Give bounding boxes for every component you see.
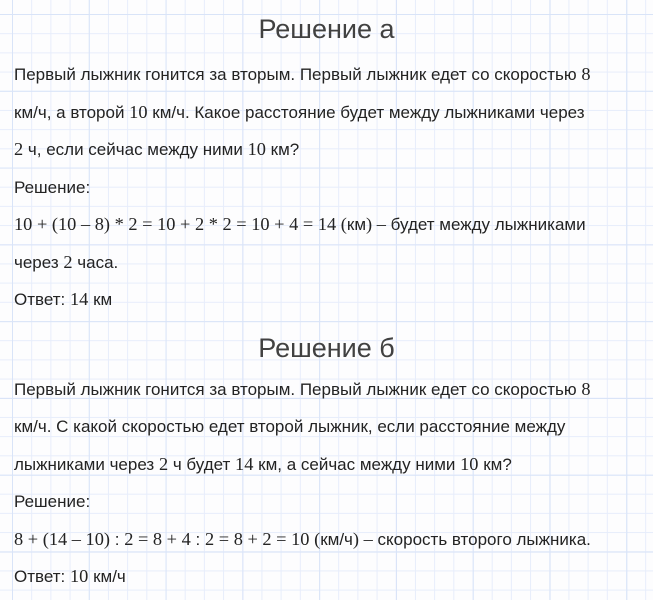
problem-line: км/ч. С какой скоростью едет второй лыжник, если расстояние между [14, 417, 566, 436]
solution-a-text [14, 56, 639, 319]
problem-line: Первый лыжник гонится за вторым. Первый лыжник едет со скоростью 8 [14, 378, 591, 399]
solution-b-section [0, 331, 653, 596]
solution-label: Решение: [14, 177, 91, 197]
solution-line: 8 + (14 – 10) : 2 = 8 + 4 : 2 = 8 + 2 = 10 (км/ч) – скорость второго лыжника. [14, 528, 591, 549]
problem-line: км/ч, а второй 10 км/ч. Какое расстояние будет между лыжниками через [14, 101, 585, 122]
solution-line: через 2 часа. [14, 251, 119, 272]
problem-line: 2 ч, если сейчас между ними 10 км? [14, 139, 300, 159]
answer-line: Ответ: 14 км [14, 289, 113, 309]
solution-b-text [14, 371, 639, 596]
solution-b-title: Решение б [258, 332, 395, 363]
answer-line: Ответ: 10 км/ч [14, 566, 126, 586]
solution-label: Решение: [14, 492, 91, 511]
problem-line: лыжниками через 2 ч будет 14 км, а сейчас между ними 10 км? [14, 453, 512, 474]
solution-line: 10 + (10 – 8) * 2 = 10 + 2 * 2 = 10 + 4 = 14 (км) – будет между лыжниками [14, 214, 586, 234]
solution-a-title: Решение а [258, 14, 395, 44]
problem-line: Первый лыжник гонится за вторым. Первый лыжник едет со скоростью 8 [14, 64, 591, 84]
